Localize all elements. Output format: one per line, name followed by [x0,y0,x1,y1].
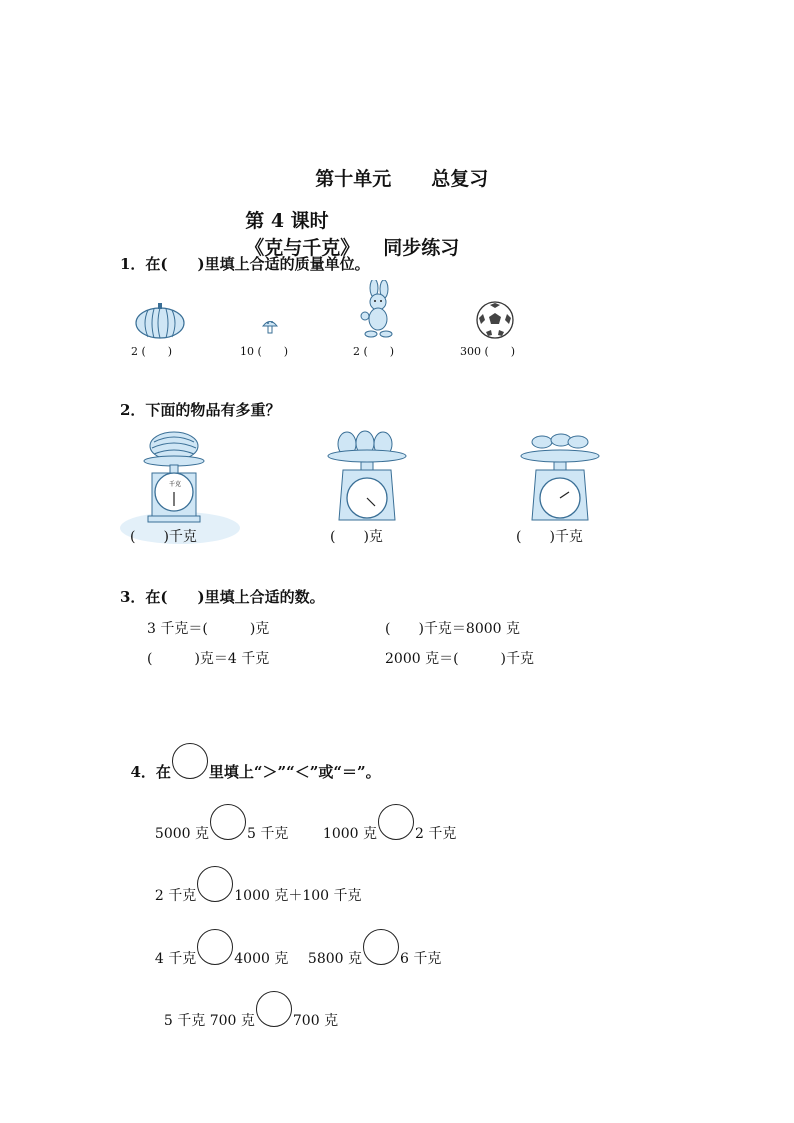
answer-circle[interactable] [363,929,399,965]
rabbit-icon [356,280,398,340]
q4-row-4 [155,987,338,1039]
lesson-topic: 《克与千克》 [245,237,360,259]
q3-item-2: ( )千克＝8000 克 [385,621,521,637]
scale-dial-unit: 千克 [169,481,182,488]
q1-label-pumpkin: 2 ( ) [131,345,173,358]
q4-left: 4 千克 [154,951,197,967]
answer-circle[interactable] [197,866,233,902]
answer-circle[interactable] [210,804,246,840]
q4-right: 5 千克 [247,826,289,842]
q4-prompt [120,737,381,791]
q1-label-mushroom: 10 ( ) [240,345,289,358]
q4-row-3b [299,925,441,977]
q3-item-3: ( )克＝4 千克 [147,651,270,667]
q4-right: 2 千克 [415,826,457,842]
q4-right: 6 千克 [400,951,442,967]
pumpkin-icon [134,300,186,340]
q1-label-ball: 300 ( ) [460,345,516,358]
q2-answer-watermelon: ( )千克 [130,529,197,545]
soccer-ball-icon [475,300,515,340]
q2-answer-crabs: ( )千克 [516,529,583,545]
q4-row-1 [146,800,288,852]
lesson-number: 第 4 课时 [245,210,329,232]
crabs-scale-icon [518,428,603,523]
q4-right: 700 克 [292,1013,339,1029]
q4-left: 5 千克 700 克 [163,1013,255,1029]
q4-left: 5000 克 [154,826,209,842]
q3-prompt: 3．在( )里填上合适的数。 [120,588,325,606]
lesson-suffix: 同步练习 [383,237,460,259]
q4-left: 5800 克 [307,951,362,967]
q4-row-1b [314,800,456,852]
unit-title-text: 第十单元 [315,168,392,190]
lesson-title [232,184,459,260]
q1-label-rabbit: 2 ( ) [353,345,395,358]
unit-subtitle: 总复习 [431,168,489,190]
pears-scale-icon [325,428,410,523]
q3-item-4: 2000 克＝( )千克 [385,651,535,667]
q4-prompt-pre: 4．在 [130,763,171,781]
answer-circle[interactable] [197,929,233,965]
answer-circle[interactable] [378,804,414,840]
q2-answer-pears: ( )克 [330,529,383,545]
q4-row-2 [146,862,362,914]
q4-prompt-post: 里填上“＞”“＜”或“＝”。 [208,763,381,781]
q4-left: 2 千克 [154,888,197,904]
q4-right: 4000 克 [234,951,289,967]
q3-item-1: 3 千克＝( )克 [147,621,270,637]
q4-row-3 [146,925,288,977]
mushroom-icon [261,317,279,335]
q4-left: 1000 克 [322,826,377,842]
q1-prompt: 1．在( )里填上合适的质量单位。 [120,255,370,273]
q2-prompt: 2．下面的物品有多重？ [120,401,281,419]
compare-circle-icon [172,743,208,779]
answer-circle[interactable] [256,991,292,1027]
q4-right: 1000 克＋100 千克 [234,888,362,904]
